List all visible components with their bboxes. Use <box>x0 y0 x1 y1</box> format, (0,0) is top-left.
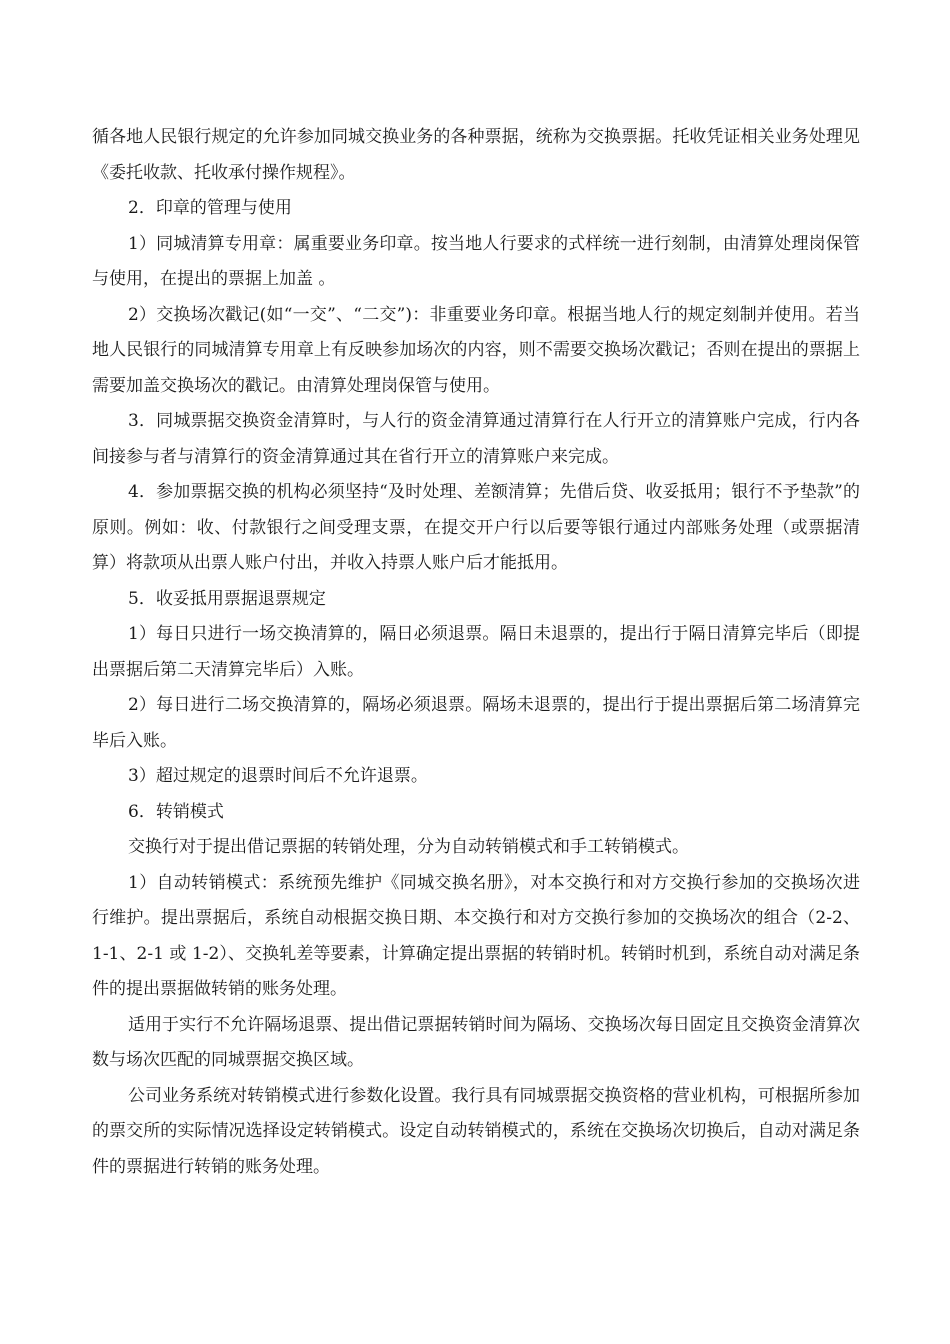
section-heading: 2．印章的管理与使用 <box>128 198 292 218</box>
paragraph: 3．同城票据交换资金清算时，与人行的资金清算通过清算行在人行开立的清算账户完成，行内各间接参与者与清算行的资金清算通过其在省行开立的清算账户来完成。 <box>92 411 860 467</box>
paragraph: 1）自动转销模式：系统预先维护《同城交换名册》，对本交换行和对方交换行参加的交换场次进行维护。提出票据后，系统自动根据交换日期、本交换行和对方交换行参加的交换场次的组合（2-2、1-1、2-1 或 1-2）、交换轧差等要素，计算确定提出票据的转销时机。转销时机到，系统自动对满足条件的提出票据做转销的账务处理。 <box>92 872 860 999</box>
paragraph: 2）交换场次戳记(如“一交”、“二交”)：非重要业务印章。根据当地人行的规定刻制并使用。若当地人民银行的同城清算专用章上有反映参加场次的内容，则不需要交换场次戳记；否则在提出的票据上需要加盖交换场次的戳记。由清算处理岗保管与使用。 <box>92 304 860 396</box>
paragraph: 公司业务系统对转销模式进行参数化设置。我行具有同城票据交换资格的营业机构，可根据所参加的票交所的实际情况选择设定转销模式。设定自动转销模式的，系统在交换场次切换后，自动对满足条件的票据进行转销的账务处理。 <box>92 1085 860 1177</box>
paragraph: 交换行对于提出借记票据的转销处理，分为自动转销模式和手工转销模式。 <box>128 837 689 857</box>
paragraph: 循各地人民银行规定的允许参加同城交换业务的各种票据，统称为交换票据。托收凭证相关业务处理见《委托收款、托收承付操作规程》。 <box>92 127 860 183</box>
paragraph: 适用于实行不允许隔场退票、提出借记票据转销时间为隔场、交换场次每日固定且交换资金清算次数与场次匹配的同城票据交换区域。 <box>92 1014 860 1070</box>
paragraph: 2）每日进行二场交换清算的，隔场必须退票。隔场未退票的，提出行于提出票据后第二场清算完毕后入账。 <box>92 695 860 751</box>
section-heading: 6．转销模式 <box>128 801 224 822</box>
section-heading: 5．收妥抵用票据退票规定 <box>128 588 326 609</box>
paragraph: 4．参加票据交换的机构必须坚持“及时处理、差额清算；先借后贷、收妥抵用；银行不予垫款”的原则。例如：收、付款银行之间受理支票，在提交开户行以后要等银行通过内部账务处理（或票据清算）将款项从出票人账户付出，并收入持票人账户后才能抵用。 <box>92 482 860 573</box>
paragraph: 3）超过规定的退票时间后不允许退票。 <box>128 766 428 786</box>
document-body <box>92 120 860 1185</box>
paragraph: 1）同城清算专用章：属重要业务印章。按当地人行要求的式样统一进行刻制，由清算处理岗保管与使用，在提出的票据上加盖 。 <box>92 233 860 289</box>
paragraph: 1）每日只进行一场交换清算的，隔日必须退票。隔日未退票的，提出行于隔日清算完毕后（即提出票据后第二天清算完毕后）入账。 <box>92 624 860 680</box>
